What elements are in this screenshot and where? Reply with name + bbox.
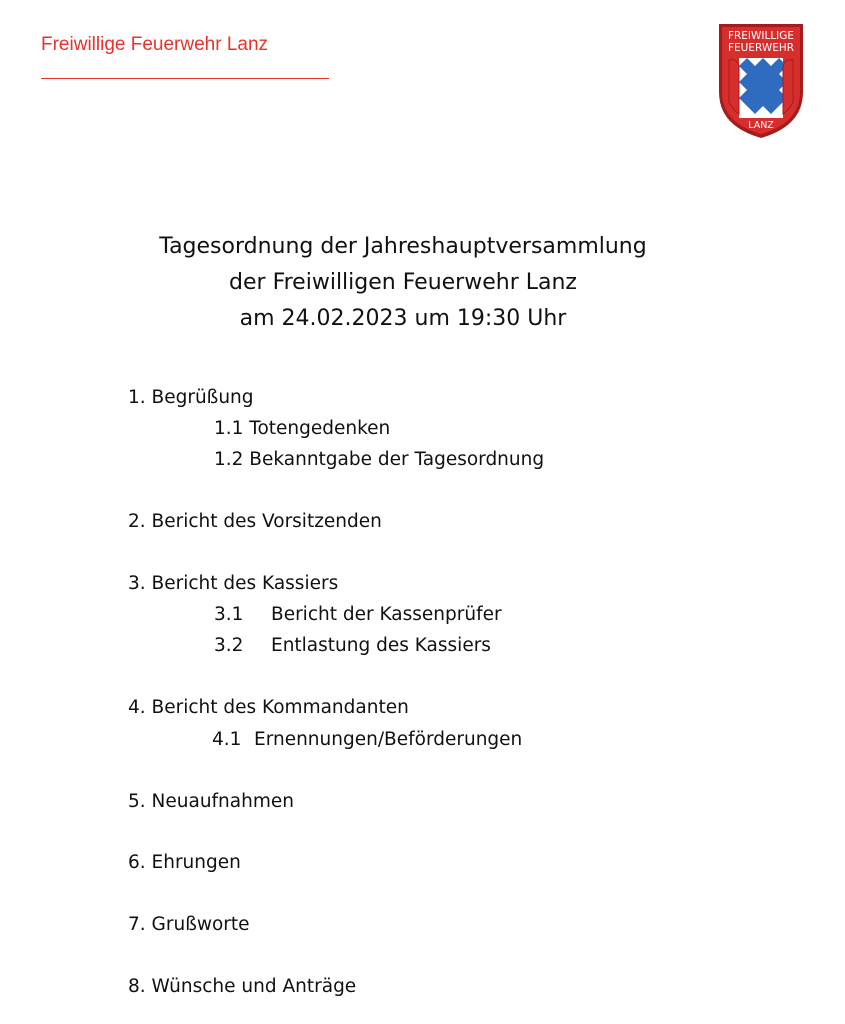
agenda-item-5: 5. Neuaufnahmen [128,791,294,812]
subitem-number: 3.1 [214,604,244,625]
agenda-item-8: 8. Wünsche und Anträge [128,976,357,997]
agenda-item-2: 2. Bericht des Vorsitzenden [128,511,382,532]
header-divider [41,78,329,79]
subitem-text: Ernennungen/Beförderungen [254,729,523,750]
agenda-item-4: 4. Bericht des Kommandanten [128,697,409,718]
agenda-subitem-1-1: 1.1 Totengedenken [214,418,391,439]
subitem-text: Entlastung des Kassiers [271,635,491,656]
logo-text-top-1: FREIWILLIGE [727,30,795,42]
agenda-subitem-3-2 [214,634,491,658]
agenda-item-1: 1. Begrüßung [128,387,254,408]
logo-text-bottom: LANZ [748,120,774,131]
title-line-1: Tagesordnung der Jahreshauptversammlung [159,234,647,259]
agenda-item-7: 7. Grußworte [128,914,250,935]
title-line-2: der Freiwilligen Feuerwehr Lanz [229,270,577,295]
agenda-item-6: 6. Ehrungen [128,852,241,873]
lozenge-pattern [739,58,787,118]
title-line-3: am 24.02.2023 um 19:30 Uhr [239,306,567,331]
subitem-number: 3.2 [214,635,244,656]
fire-brigade-logo [717,22,805,138]
document-title [0,229,806,337]
subitem-text: Bericht der Kassenprüfer [271,604,502,625]
subitem-number: 4.1 [212,729,242,750]
logo-text-top-2: FEUERWEHR [727,42,795,54]
organization-name: Freiwillige Feuerwehr Lanz [41,34,269,55]
agenda-subitem-1-2: 1.2 Bekanntgabe der Tagesordnung [214,449,545,470]
agenda-subitem-3-1 [214,603,502,627]
agenda-subitem-4-1 [212,728,522,752]
agenda-item-3: 3. Bericht des Kassiers [128,573,339,594]
